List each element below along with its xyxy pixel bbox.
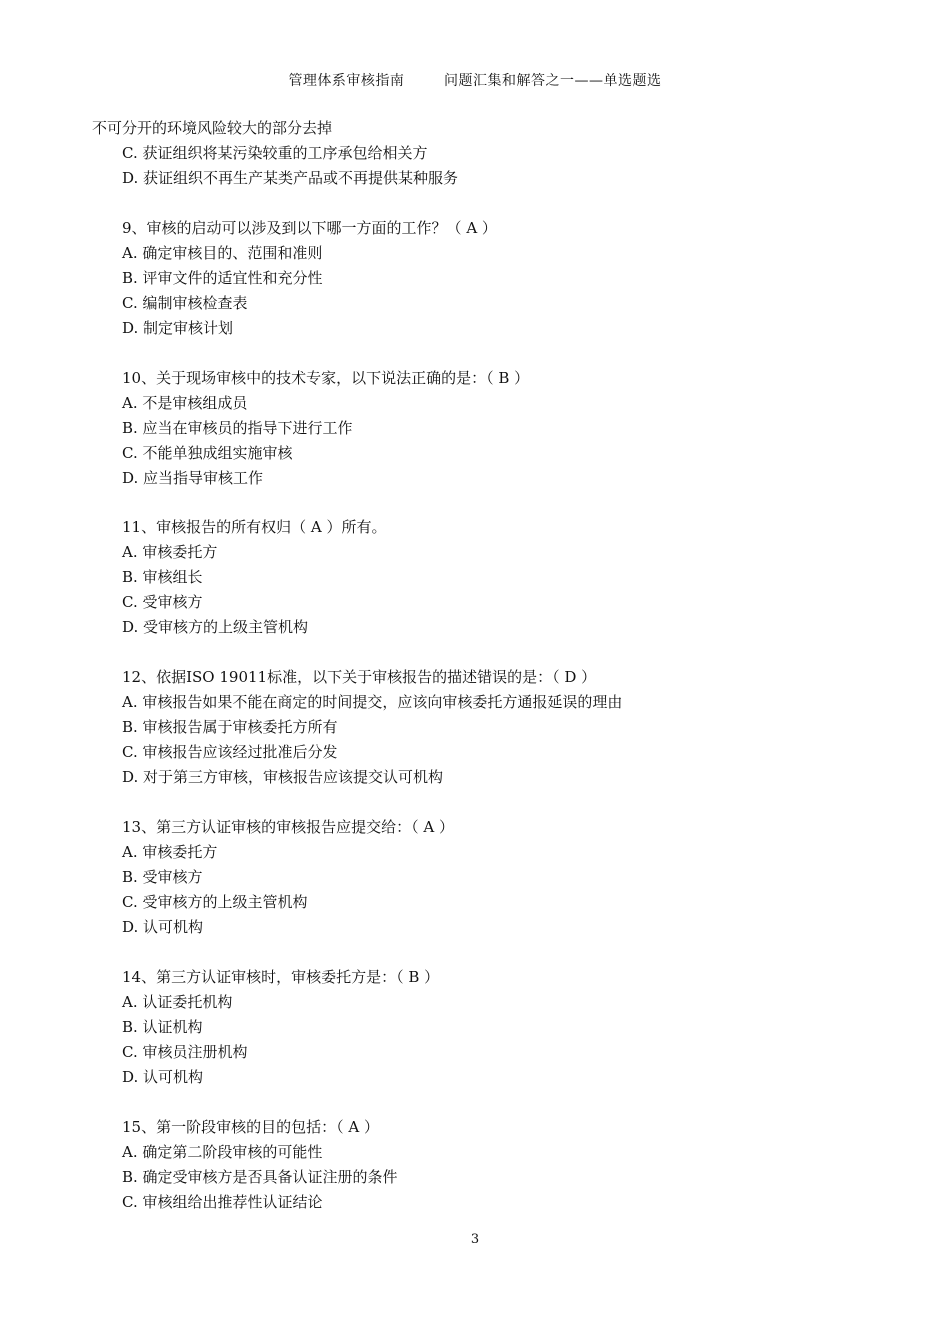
option-line: C. 获证组织将某污染较重的工序承包给相关方 bbox=[122, 144, 428, 162]
continuation-text: 不可分开的环境风险较大的部分去掉 bbox=[92, 119, 333, 137]
option-line: C. 审核员注册机构 bbox=[122, 1042, 248, 1061]
option-line: B. 确定受审核方是否具备认证注册的条件 bbox=[122, 1167, 398, 1186]
option-line: D. 对于第三方审核，审核报告应该提交认可机构 bbox=[122, 768, 444, 787]
option-line: C. 审核组给出推荐性认证结论 bbox=[122, 1192, 323, 1211]
option-line: D. 制定审核计划 bbox=[122, 318, 234, 337]
option-line: B. 受审核方 bbox=[122, 867, 203, 886]
option-line: C. 受审核方的上级主管机构 bbox=[122, 892, 308, 911]
option-line: D. 认可机构 bbox=[122, 917, 204, 936]
option-line: B. 评审文件的适宜性和充分性 bbox=[122, 268, 323, 287]
page-header bbox=[0, 70, 950, 90]
question-10: 10、关于现场审核中的技术专家，以下说法正确的是：（ B ） bbox=[122, 368, 530, 387]
option-line: A. 确定审核目的、范围和准则 bbox=[122, 243, 323, 262]
option-line: A. 审核报告如果不能在商定的时间提交，应该向审核委托方通报延误的理由 bbox=[122, 693, 623, 712]
option-line: D. 认可机构 bbox=[122, 1067, 204, 1086]
option-line: C. 编制审核检查表 bbox=[122, 293, 248, 312]
option-line: B. 认证机构 bbox=[122, 1017, 203, 1036]
option-line: C. 审核报告应该经过批准后分发 bbox=[122, 743, 338, 762]
question-14: 14、第三方认证审核时，审核委托方是：（ B ） bbox=[122, 967, 440, 986]
option-line: D. 应当指导审核工作 bbox=[122, 468, 264, 487]
document-body bbox=[92, 116, 892, 1215]
option-line: A. 认证委托机构 bbox=[122, 992, 233, 1011]
question-13: 13、第三方认证审核的审核报告应提交给：（ A ） bbox=[122, 817, 454, 836]
option-line: A. 审核委托方 bbox=[122, 543, 218, 562]
option-line: A. 不是审核组成员 bbox=[122, 393, 248, 412]
question-11: 11、审核报告的所有权归（ A ）所有。 bbox=[122, 518, 387, 537]
option-line: B. 审核组长 bbox=[122, 568, 203, 587]
option-line: B. 应当在审核员的指导下进行工作 bbox=[122, 418, 353, 437]
option-line: C. 受审核方 bbox=[122, 593, 203, 612]
question-12: 12、依据ISO 19011标准，以下关于审核报告的描述错误的是：（ D ） bbox=[122, 668, 597, 687]
question-9: 9、审核的启动可以涉及到以下哪一方面的工作？（ A ） bbox=[122, 218, 497, 237]
page-number: 3 bbox=[470, 1232, 480, 1247]
question-15: 15、第一阶段审核的目的包括：（ A ） bbox=[122, 1117, 379, 1136]
option-line: A. 审核委托方 bbox=[122, 842, 218, 861]
option-line: B. 审核报告属于审核委托方所有 bbox=[122, 718, 338, 737]
option-line: A. 确定第二阶段审核的可能性 bbox=[122, 1142, 323, 1161]
option-line: D. 受审核方的上级主管机构 bbox=[122, 618, 309, 637]
option-line: C. 不能单独成组实施审核 bbox=[122, 443, 293, 462]
header-left-title: 管理体系审核指南 bbox=[288, 73, 405, 89]
option-line: D. 获证组织不再生产某类产品或不再提供某种服务 bbox=[122, 169, 459, 187]
header-right-title: 问题汇集和解答之一——单选题选 bbox=[444, 73, 662, 89]
